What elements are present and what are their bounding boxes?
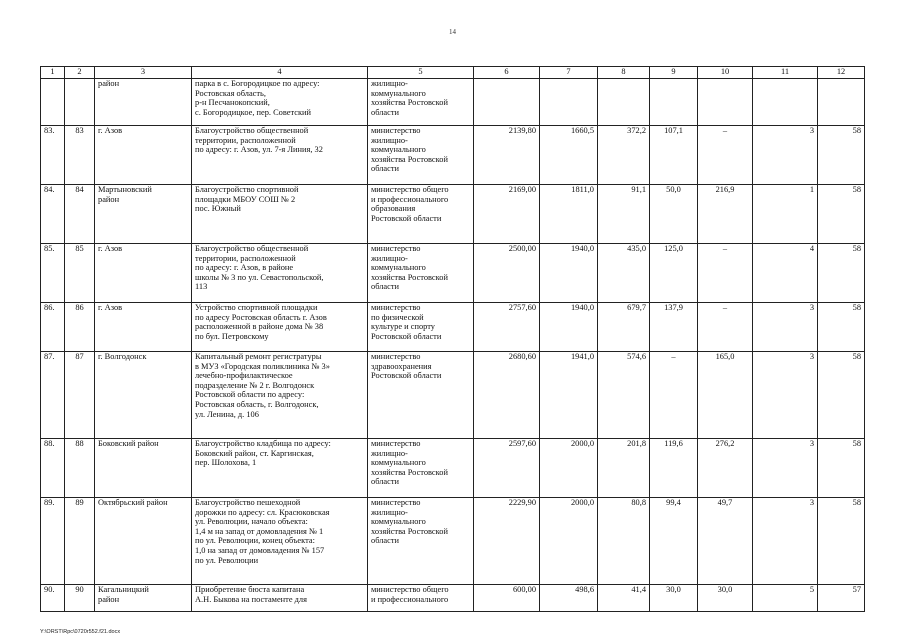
table-cell-col-6: 2680,60 (474, 352, 540, 439)
table-row (41, 352, 865, 439)
table-cell-col-8: 80,8 (598, 498, 650, 585)
table-cell-col-7: 1811,0 (540, 185, 598, 244)
table-cell-col-8: 201,8 (598, 439, 650, 498)
table-cell-col-12 (818, 79, 865, 126)
table-cell-col-7: 2000,0 (540, 498, 598, 585)
table-cell-col-11: 3 (753, 498, 818, 585)
table-cell-col-8: 679,7 (598, 303, 650, 352)
table-cell-col-3: г. Волгодонск (95, 352, 192, 439)
table-cell-col-4: Капитальный ремонт регистратуры в МУЗ «Городская поликлиника № 3» лечебно-профилактическое подразделение № 2 г. Волгодонск Ростовской области по адресу: Ростовская область, г. Волгодонск, ул. Ленина, д. 106 (192, 352, 368, 439)
table-cell-col-10: – (698, 303, 753, 352)
table-cell-col-10: 276,2 (698, 439, 753, 498)
table-cell-col-5: министерство здравоохранения Ростовской области (368, 352, 474, 439)
table-cell-col-1: 90. (41, 585, 65, 612)
table-cell-col-9: 107,1 (650, 126, 698, 185)
table-cell-col-9 (650, 79, 698, 126)
table-cell-col-3: Мартыновский район (95, 185, 192, 244)
table-cell-col-3: район (95, 79, 192, 126)
table-cell-col-1: 89. (41, 498, 65, 585)
table-cell-col-7 (540, 79, 598, 126)
table-cell-col-1: 84. (41, 185, 65, 244)
column-header: 9 (650, 67, 698, 79)
table-cell-col-3: г. Азов (95, 303, 192, 352)
table-cell-col-3: Кагальницкий район (95, 585, 192, 612)
table-cell-col-9: 137,9 (650, 303, 698, 352)
column-header: 3 (95, 67, 192, 79)
table-cell-col-1: 85. (41, 244, 65, 303)
table-cell-col-1: 88. (41, 439, 65, 498)
table-cell-col-10: – (698, 126, 753, 185)
table-row (41, 585, 865, 612)
table-cell-col-3: Боковский район (95, 439, 192, 498)
table-cell-col-4: Благоустройство пешеходной дорожки по адресу: сл. Красюковская ул. Революции, начало объекта: 1,4 м на запад от домовладения № 1 по ул. Революции, конец объекта: 1,0 на запад от домовладения № 157 по ул. Революции (192, 498, 368, 585)
table-cell-col-4: парка в с. Богородицкое по адресу: Ростовская область, р-н Песчанокопский, с. Богородицкое, пер. Советский (192, 79, 368, 126)
table-cell-col-5: министерство по физической культуре и спорту Ростовской области (368, 303, 474, 352)
column-header: 5 (368, 67, 474, 79)
table-cell-col-12: 58 (818, 352, 865, 439)
table-cell-col-12: 58 (818, 303, 865, 352)
table-row (41, 303, 865, 352)
table-cell-col-9: 99,4 (650, 498, 698, 585)
table-cell-col-1: 87. (41, 352, 65, 439)
table-cell-col-6: 2229,90 (474, 498, 540, 585)
table-cell-col-7: 1941,0 (540, 352, 598, 439)
table-cell-col-9: 50,0 (650, 185, 698, 244)
table-body (41, 67, 865, 612)
table-cell-col-8: 41,4 (598, 585, 650, 612)
table-cell-col-11: 3 (753, 439, 818, 498)
table-cell-col-6 (474, 79, 540, 126)
column-header: 4 (192, 67, 368, 79)
table-cell-col-11: 5 (753, 585, 818, 612)
table-cell-col-7: 1940,0 (540, 244, 598, 303)
table-row (41, 439, 865, 498)
table-cell-col-6: 2757,60 (474, 303, 540, 352)
column-header: 12 (818, 67, 865, 79)
column-header: 8 (598, 67, 650, 79)
footer-file-path: Y:\ORST\Rpc\0720r552.f21.docx (40, 629, 121, 635)
table-row (41, 244, 865, 303)
table-cell-col-12: 58 (818, 185, 865, 244)
table-cell-col-2: 83 (65, 126, 95, 185)
column-header: 11 (753, 67, 818, 79)
table-row (41, 498, 865, 585)
table-cell-col-12: 58 (818, 244, 865, 303)
table-cell-col-10 (698, 79, 753, 126)
table-cell-col-3: г. Азов (95, 244, 192, 303)
table-cell-col-9: 119,6 (650, 439, 698, 498)
column-header: 6 (474, 67, 540, 79)
table-cell-col-9: 125,0 (650, 244, 698, 303)
column-number-header (41, 67, 865, 79)
column-header: 2 (65, 67, 95, 79)
table-cell-col-6: 2169,00 (474, 185, 540, 244)
table-cell-col-12: 58 (818, 126, 865, 185)
table-cell-col-10: 49,7 (698, 498, 753, 585)
table-cell-col-7: 2000,0 (540, 439, 598, 498)
table-cell-col-5: министерство жилищно- коммунального хозяйства Ростовской области (368, 244, 474, 303)
table-cell-col-5: министерство общего и профессионального образования Ростовской области (368, 185, 474, 244)
table-cell-col-4: Приобретение бюста капитана А.Н. Быкова на постаменте для (192, 585, 368, 612)
table-row (41, 79, 865, 126)
table-cell-col-3: Октябрьский район (95, 498, 192, 585)
table-cell-col-11: 4 (753, 244, 818, 303)
table-cell-col-8 (598, 79, 650, 126)
table-cell-col-8: 91,1 (598, 185, 650, 244)
table-cell-col-10: 216,9 (698, 185, 753, 244)
column-header: 7 (540, 67, 598, 79)
table-cell-col-12: 57 (818, 585, 865, 612)
table-cell-col-4: Благоустройство спортивной площадки МБОУ СОШ № 2 пос. Южный (192, 185, 368, 244)
table-cell-col-7: 1660,5 (540, 126, 598, 185)
table-cell-col-6: 2139,80 (474, 126, 540, 185)
table-cell-col-12: 58 (818, 498, 865, 585)
table-cell-col-1: 83. (41, 126, 65, 185)
table-cell-col-9: 30,0 (650, 585, 698, 612)
table-cell-col-11 (753, 79, 818, 126)
table-cell-col-1 (41, 79, 65, 126)
table-cell-col-11: 1 (753, 185, 818, 244)
table-cell-col-2: 85 (65, 244, 95, 303)
table-row (41, 126, 865, 185)
table-cell-col-4: Благоустройство общественной территории, расположенной по адресу: г. Азов, в районе школы № 3 по ул. Севастопольской, 113 (192, 244, 368, 303)
table-cell-col-8: 435,0 (598, 244, 650, 303)
table-cell-col-10: 30,0 (698, 585, 753, 612)
table-cell-col-8: 372,2 (598, 126, 650, 185)
table-cell-col-5: министерство жилищно- коммунального хозяйства Ростовской области (368, 498, 474, 585)
table-cell-col-10: 165,0 (698, 352, 753, 439)
table-cell-col-12: 58 (818, 439, 865, 498)
table-cell-col-10: – (698, 244, 753, 303)
table-cell-col-4: Благоустройство общественной территории, расположенной по адресу: г. Азов, ул. 7-я Линия, 32 (192, 126, 368, 185)
table-cell-col-2: 84 (65, 185, 95, 244)
column-header: 1 (41, 67, 65, 79)
table-cell-col-1: 86. (41, 303, 65, 352)
table-cell-col-2: 88 (65, 439, 95, 498)
table-cell-col-2: 90 (65, 585, 95, 612)
table-cell-col-6: 600,00 (474, 585, 540, 612)
table-cell-col-5: министерство жилищно- коммунального хозяйства Ростовской области (368, 126, 474, 185)
table-cell-col-5: министерство жилищно- коммунального хозяйства Ростовской области (368, 439, 474, 498)
table-cell-col-4: Благоустройство кладбища по адресу: Боковский район, ст. Каргинская, пер. Шолохова, 1 (192, 439, 368, 498)
column-header: 10 (698, 67, 753, 79)
table-cell-col-5: министерство общего и профессионального (368, 585, 474, 612)
table-cell-col-11: 3 (753, 352, 818, 439)
table-cell-col-4: Устройство спортивной площадки по адресу Ростовская область г. Азов расположенной в районе дома № 38 по бул. Петровскому (192, 303, 368, 352)
page-number: 14 (449, 28, 456, 36)
table-cell-col-7: 1940,0 (540, 303, 598, 352)
table-row (41, 185, 865, 244)
table-cell-col-11: 3 (753, 303, 818, 352)
table-cell-col-2: 86 (65, 303, 95, 352)
table-cell-col-2: 89 (65, 498, 95, 585)
table-cell-col-6: 2597,60 (474, 439, 540, 498)
projects-table (40, 66, 865, 612)
table-cell-col-2 (65, 79, 95, 126)
table-cell-col-9: – (650, 352, 698, 439)
table-cell-col-7: 498,6 (540, 585, 598, 612)
table-cell-col-11: 3 (753, 126, 818, 185)
table-cell-col-5: жилищно- коммунального хозяйства Ростовской области (368, 79, 474, 126)
table-cell-col-6: 2500,00 (474, 244, 540, 303)
table-cell-col-8: 574,6 (598, 352, 650, 439)
table-cell-col-3: г. Азов (95, 126, 192, 185)
table-cell-col-2: 87 (65, 352, 95, 439)
